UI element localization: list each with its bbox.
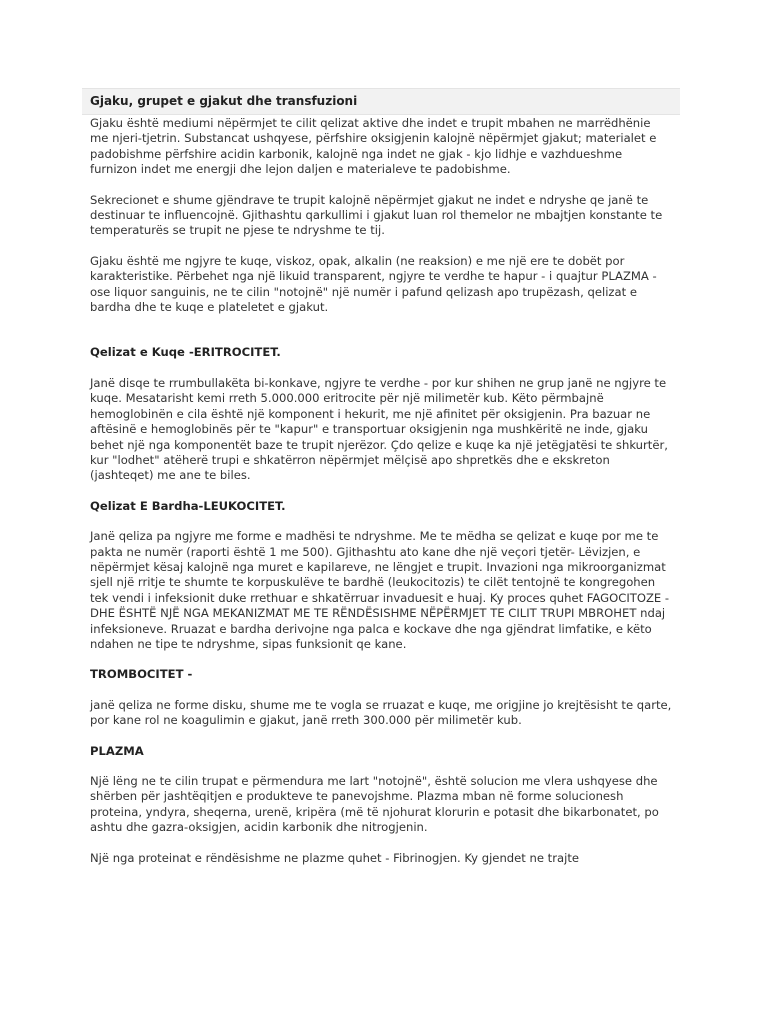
document-title: Gjaku, grupet e gjakut dhe transfuzioni — [82, 88, 680, 115]
heading-erythrocytes: Qelizat e Kuqe -ERITROCITET. — [90, 345, 281, 360]
heading-leukocytes: Qelizat E Bardha-LEUKOCITET. — [90, 498, 286, 513]
paragraph-erythrocytes: Janë disqe te rrumbullakëta bi-konkave, ngjyre te verdhe - por kur shihen ne grup janë ne ngjyre te kuqe. Mesatarisht kemi rreth 5.000.000 eritrocite për një milimetër kub. Këto përmbajnë hemoglobinën e cila është një komponent i hekurit, me një afinitet për oksigjenin. Pra bazuar ne aftësinë e hemoglobinës për te "kapur" e transportuar oksigjenin nga mushkëritë ne inde, gjaku behet një nga komponentët baze te trupit njerëzor. Çdo qelize e kuqe ka një jetëgjatësi te shkurtër, kur "lodhet" atëherë trupi e shkatërron nëpërmjet mëlçisë apo shpretkës dhe e ekskreton (jashteqet) me ane te biles. — [90, 375, 668, 483]
paragraph-fibrinogen: Një nga proteinat e rëndësishme ne plazme quhet - Fibrinogjen. Ky gjendet ne trajte — [90, 850, 579, 865]
heading-plasma: PLAZMA — [90, 743, 144, 758]
paragraph-blood-properties: Gjaku është me ngjyre te kuqe, viskoz, opak, alkalin (ne reaksion) e me një ere te dobët por karakteristike. Përbehet nga një likuid transparent, ngjyre te verdhe te hapur - i quajtur PLAZMA - ose liquor sanguinis, ne te cilin "notojnë" një numër i pafund qelizash apo trupëzash, qelizat e bardha dhe te kuqe e plateletet e gjakut. — [90, 253, 657, 315]
spacer — [90, 330, 672, 345]
paragraph-thrombocytes: janë qeliza ne forme disku, shume me te vogla se rruazat e kuqe, me origjine jo krejtësisht te qarte, por kane rol ne koagulimin e gjakut, janë rreth 300.000 për milimetër kub. — [90, 697, 672, 728]
paragraph-intro: Gjaku është mediumi nëpërmjet te cilit qelizat aktive dhe indet e trupit mbahen ne marrëdhënie me njeri-tjetrin. Substancat ushqyese, përfshire oksigjenin kalojnë nëpërmjet gjakut; materialet e padobishme përfshire acidin karbonik, kalojnë nga indet ne gjak - kjo lidhje e vazhdueshme furnizon indet me energji dhe lejon daljen e materialeve te padobishme. — [90, 116, 657, 177]
heading-thrombocytes: TROMBOCITET - — [90, 667, 193, 682]
paragraph-plasma: Një lëng ne te cilin trupat e përmendura me lart "notojnë", është solucion me vlera ushqyese dhe shërben për jashtëqitjen e produkteve te panevojshme. Plazma mban në forme solucionesh proteina, yndyra, sheqerna, urenë, kripëra (më të njohurat klorurin e potasit dhe bikarbonatet, po ashtu dhe gazra-oksigjen, acidin karbonik dhe nitrogjenin. — [90, 774, 659, 835]
paragraph-secretions: Sekrecionet e shume gjëndrave te trupit kalojnë nëpërmjet gjakut ne indet e ndryshe qe janë te destinuar te influencojnë. Gjithashtu qarkullimi i gjakut luan rol themelor ne mbajtjen konstante te temperaturës se trupit ne pjese te ndryshme te tij. — [90, 192, 663, 238]
document — [82, 88, 680, 881]
paragraph-leukocytes: Janë qeliza pa ngjyre me forme e madhësi te ndryshme. Me te mëdha se qelizat e kuqe por me te pakta ne numër (raporti është 1 me 500). Gjithashtu ato kane dhe një veçori tjetër- Lëvizjen, e nëpërmjet kësaj kalojnë nga muret e kapilareve, ne lëngjet e trupit. Invazioni nga mikroorganizmat sjell një rritje te shumte te korpuskulëve te bardhë (leukocitozis) te cilët tentojnë te kongregohen tek vendi i infeksionit duke rrethuar e shkatërruar invaduesit e huaj. Ky proces quhet FAGOCITOZE - DHE ËSHTË NJË NGA MEKANIZMAT ME TE RËNDËSISHME NËPËRMJET TE CILIT TRUPI MBROHET ndaj infeksioneve. Rruazat e bardha derivojne nga palca e kockave dhe nga gjëndrat limfatike, e këto ndahen ne tipe te ndryshme, sipas funksionit qe kane. — [90, 529, 670, 651]
document-body — [82, 115, 680, 866]
